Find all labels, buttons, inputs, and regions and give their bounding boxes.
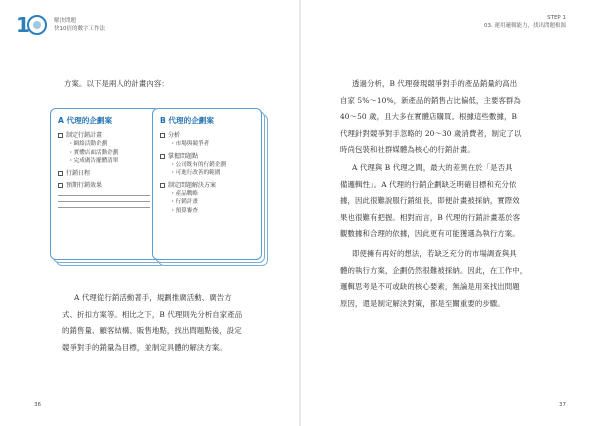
plan-b-subitem: ・公司既有的行銷企劃 — [170, 161, 226, 168]
right-page-number: 37 — [559, 402, 566, 408]
book-gutter — [299, 0, 301, 426]
step-label: STEP 1 — [547, 15, 566, 21]
paragraph-line: 觀數據和合理的依據，因此更有可能獲選為執行方案。 — [340, 229, 520, 239]
plan-b-subitem: ・行銷計畫 — [170, 199, 198, 206]
plan-a-item — [58, 181, 152, 190]
checkbox-icon — [160, 154, 165, 159]
paragraph-line: 據，因此很難說服行銷組長，即便計畫被採納，實際效 — [340, 196, 520, 206]
plan-b-card-stack — [152, 108, 268, 268]
blank-line — [58, 207, 150, 208]
paragraph-line: 競爭對手的銷量為目標，並制定具體的解決方案。 — [62, 342, 227, 352]
plan-b-subitem: ・可進行改善的範圍 — [170, 170, 221, 177]
paragraph-line: 體的執行方案，企劃仍然很難被採納。因此，在工作中， — [340, 265, 528, 275]
paragraph-line: 的銷售量、顧客結構、販售地點，找出問題點後，設定 — [62, 326, 242, 336]
chapter-header — [484, 14, 566, 30]
plan-b-item — [160, 181, 254, 190]
checkbox-icon — [160, 133, 165, 138]
plan-a-title: A 代理的企劃案 — [58, 116, 113, 125]
paragraph-line: 代理針對競爭對手忽略的 20～30 歲消費者，制定了以 — [340, 128, 522, 138]
left-paragraph — [62, 290, 262, 356]
paragraph-line: 原因，還是制定解決對策，都是至關重要的步驟。 — [340, 298, 505, 308]
left-intro-line: 方案。以下是兩人的計畫內容： — [64, 79, 169, 88]
paragraph-line: 備邏輯性」。A 代理的行銷企劃缺乏明確目標和充分依 — [340, 179, 517, 189]
plan-b-item-label: 掌握問題點 — [168, 152, 199, 160]
plan-b-item — [160, 152, 254, 161]
right-paragraph-3 — [340, 246, 550, 312]
series-title-line2: 快10倍的數字工作法 — [54, 26, 105, 32]
paragraph-line: 果也很難有把握。相對而言，B 代理的行銷計畫基於客 — [340, 212, 521, 222]
plan-a-item — [58, 131, 152, 140]
paragraph-line: 自家 5%～10%，新產品的銷售占比偏低，主要客群為 — [340, 95, 521, 105]
plan-a-item-label: 預期行銷效果 — [66, 181, 103, 189]
paragraph-line: 即使擁有再好的想法，若缺乏充分的市場調查與具 — [352, 249, 517, 258]
paragraph-line: 透過分析，B 代理發現競爭對手的產品銷量約高出 — [352, 79, 518, 88]
checkbox-icon — [160, 183, 165, 188]
plan-a-subitem: ・網絡活動企劃 — [68, 141, 108, 147]
plan-b-subitem: ・產品戰略 — [170, 190, 198, 197]
plan-b-subitem: ・預算審查 — [170, 207, 198, 214]
paragraph-line: 邏輯思考是不可或缺的核心要素，無論是用來找出問題 — [340, 282, 520, 292]
paragraph-line: 時尚包裝和社群媒體為核心的行銷計畫。 — [340, 145, 475, 155]
blank-line — [58, 195, 150, 196]
plan-a-subitem: ・完成廣告擺體清單 — [68, 158, 119, 165]
right-paragraph-2 — [340, 160, 550, 243]
checkbox-icon — [58, 183, 63, 188]
paragraph-line: 式、折扣方案等。相比之下，B 代理則先分析自家產品 — [62, 309, 243, 319]
right-paragraph-1 — [340, 76, 550, 159]
checkbox-icon — [58, 133, 63, 138]
plan-a-item-label: 制定行銷計畫 — [66, 132, 103, 139]
plan-a-card — [50, 108, 160, 260]
plan-b-item-label: 分析 — [168, 132, 181, 139]
blank-line — [58, 201, 150, 202]
plan-b-title: B 代理的企劃案 — [160, 116, 214, 125]
plan-b-card — [152, 108, 262, 260]
series-title — [54, 17, 105, 33]
left-page-number: 36 — [34, 402, 41, 408]
paragraph-line: A 代理從行銷活動著手，規劃推廣活動、廣告方 — [74, 293, 232, 302]
paragraph-line: A 代理與 B 代理之間，最大的差異在於「是否具 — [352, 163, 513, 172]
plan-b-subitem: ・市場與競爭者 — [170, 141, 210, 147]
left-intro — [64, 76, 169, 93]
series-logo-icon: 1 — [16, 12, 50, 38]
plan-a-item — [58, 169, 152, 178]
series-title-line1: 解決問題 — [54, 18, 77, 24]
plan-a-item-label: 行銷日程 — [66, 169, 91, 177]
series-brand — [16, 12, 105, 38]
checkbox-icon — [58, 171, 63, 176]
plan-a-subitem: ・實體店面活動企劃 — [68, 149, 119, 156]
plan-b-item-label: 制定問題解決方案 — [168, 181, 217, 189]
plan-a-card-stack — [50, 108, 166, 268]
plan-b-item — [160, 131, 254, 140]
section-title: 03. 運用邏輯能力，找出問題根源 — [484, 23, 566, 29]
paragraph-line: 40～50 歲，且大多在實體店購買。根據這些數據，B — [340, 112, 518, 122]
